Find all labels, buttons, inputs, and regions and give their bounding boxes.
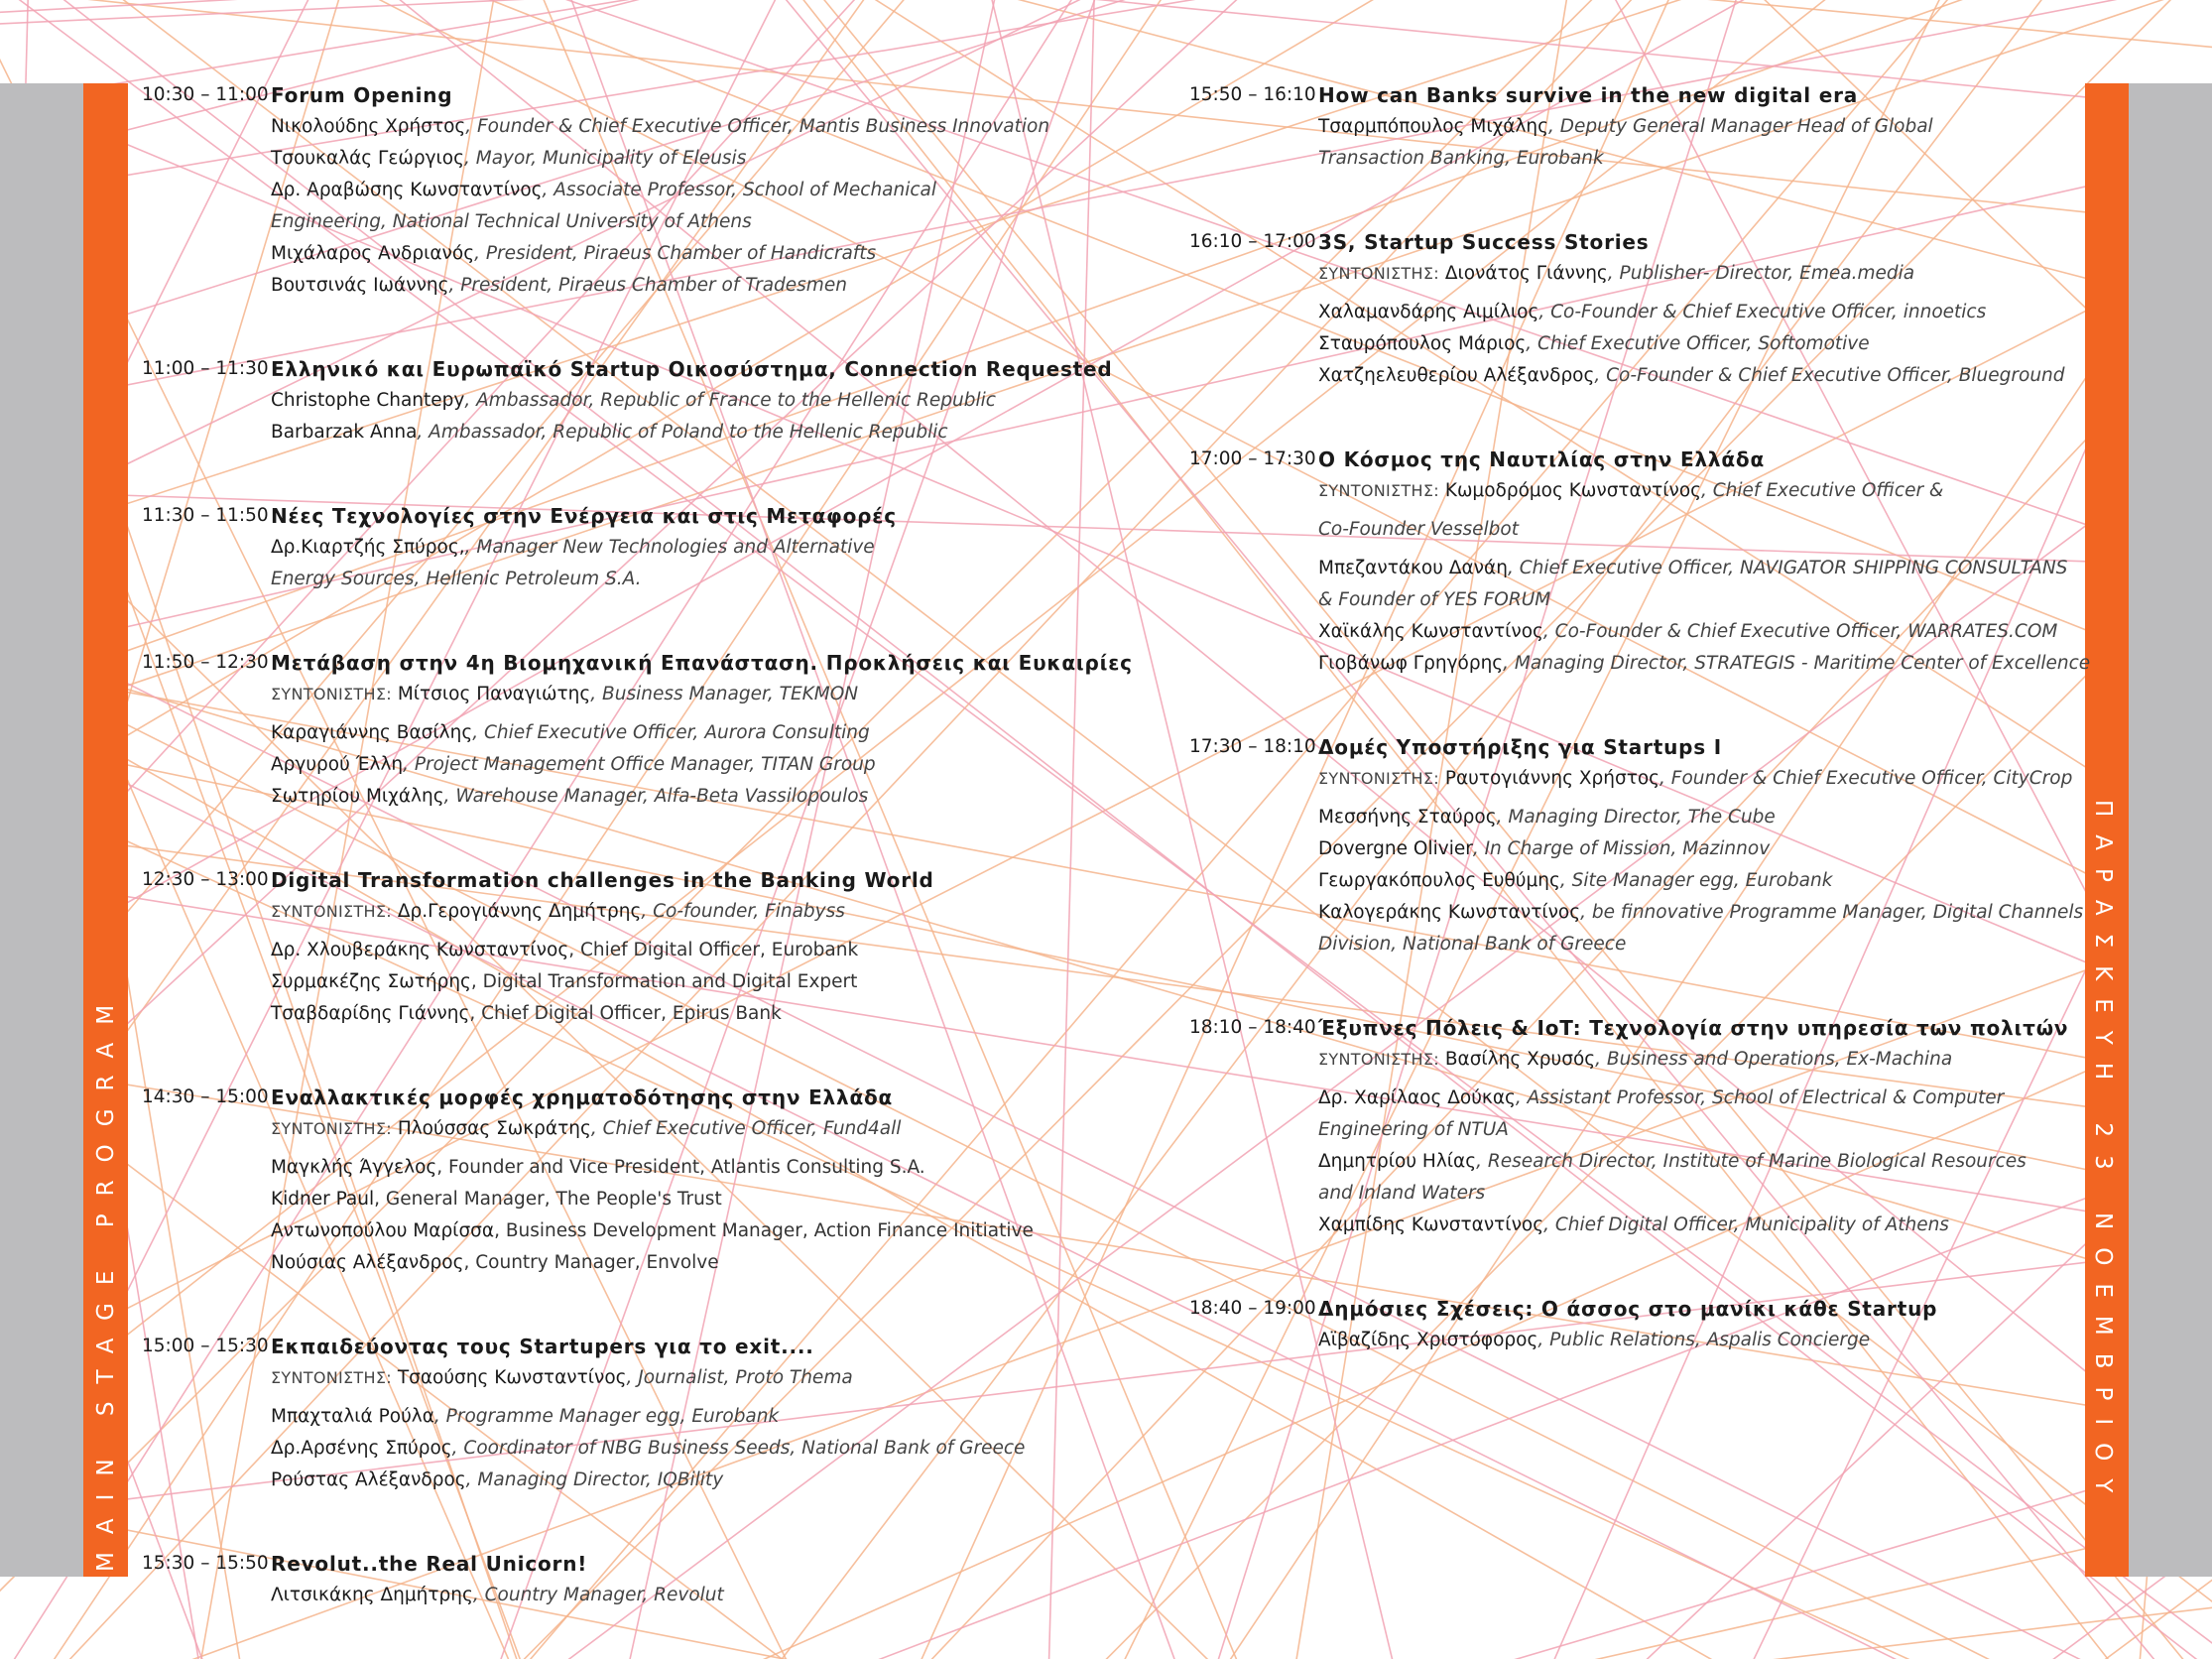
- session-block: [1189, 226, 2082, 392]
- speaker-line: [1318, 897, 2083, 929]
- background-line: [1048, 0, 1094, 1659]
- speaker-name: Τσαρμπόπουλος Μιχάλης: [1318, 116, 1548, 137]
- speaker-line: [271, 270, 1049, 302]
- session-title: Ελληνικό και Ευρωπαϊκό Startup Οικοσύστημα, Connection Requested: [271, 357, 1113, 381]
- speaker-line: [1318, 648, 2090, 680]
- session-title: Νέες Τεχνολογίες στην Ενέργεια και στις Μεταφορές: [271, 504, 897, 528]
- left-side-label: MAIN STAGE PROGRAM: [92, 986, 119, 1572]
- speaker-line: [271, 1247, 1035, 1279]
- speaker-line: [271, 935, 1035, 966]
- speaker-line: [271, 143, 1049, 175]
- session-block: [142, 79, 1050, 302]
- speaker-role: , Ambassador, Republic of Poland to the Hellenic Republic: [417, 422, 948, 443]
- speaker-line: [271, 896, 1035, 928]
- speaker-line: [271, 417, 1113, 448]
- speaker-line: [271, 238, 1049, 270]
- moderator-label: ΣΥΝΤΟΝΙΣΤΗΣ:: [1318, 264, 1439, 283]
- session-block: [142, 1082, 1035, 1279]
- speaker-line: [271, 1184, 1035, 1215]
- speaker-line: [1318, 763, 2083, 795]
- speaker-name: Barbarzak Anna: [271, 422, 418, 443]
- speaker-name: Μεσσήνης Σταύρος: [1318, 807, 1497, 828]
- speaker-name: Χατζηελευθερίου Αλέξανδρος: [1318, 365, 1595, 386]
- session-time: 18:40 – 19:00: [1189, 1298, 1316, 1319]
- speaker-role: , Business and Operations, Ex-Machina: [1595, 1049, 1953, 1070]
- speaker-role-continued: & Founder of YES FORUM: [1318, 589, 1551, 610]
- session-block: [142, 864, 1035, 1030]
- speaker-name: Kidner Paul: [271, 1189, 375, 1210]
- speaker-role: , Managing Director, The Cube: [1496, 807, 1776, 828]
- session-title: 3S, Startup Success Stories: [1318, 230, 1650, 254]
- speaker-line: [1318, 616, 2090, 648]
- speaker-role-continued: Division, National Bank of Greece: [1318, 934, 1627, 955]
- background-line: [0, 0, 720, 24]
- speaker-name: Dovergne Olivier: [1318, 838, 1473, 859]
- speaker-line: [1318, 929, 2083, 960]
- left-schedule-column: [142, 79, 1133, 1611]
- speaker-role: , be finnovative Programme Manager, Digital Channels: [1580, 902, 2084, 923]
- speaker-line: [271, 206, 1049, 238]
- speaker-role: , In Charge of Mission, Mazinnov: [1472, 838, 1771, 859]
- speaker-role: , Chief Executive Officer, Softomotive: [1526, 333, 1870, 354]
- speaker-line: [271, 781, 1133, 813]
- speaker-role: , Public Relations, Aspalis Concierge: [1537, 1330, 1871, 1350]
- session-body: [1318, 1293, 2082, 1356]
- speaker-name: Δρ. Αραβώσης Κωνσταντίνος: [271, 180, 543, 200]
- session-title: Δομές Υποστήριξης για Startups I: [1318, 735, 1722, 759]
- session-title: Forum Opening: [271, 83, 453, 107]
- speaker-name: Αϊβαζίδης Χριστόφορος: [1318, 1330, 1538, 1350]
- speaker-line: [271, 111, 1049, 143]
- speaker-role: , Co-Founder & Chief Executive Officer, innoetics: [1538, 302, 1987, 322]
- speaker-name: Συρμακέζης Σωτήρης: [271, 971, 471, 992]
- session-time: 11:30 – 11:50: [142, 505, 269, 526]
- speaker-line: [271, 175, 1049, 206]
- speaker-name: Δρ.Γερογιάννης Δημήτρης: [397, 901, 642, 922]
- session-time: 15:00 – 15:30: [142, 1336, 269, 1356]
- session-time: 18:10 – 18:40: [1189, 1017, 1316, 1038]
- speaker-name: Χαλαμανδάρης Αιμίλιος: [1318, 302, 1539, 322]
- moderator-label: ΣΥΝΤΟΝΙΣΤΗΣ:: [1318, 769, 1439, 788]
- speaker-line: [271, 1580, 1035, 1611]
- speaker-name: Χαϊκάλης Κωνσταντίνος: [1318, 621, 1543, 642]
- speaker-role: , Co-Founder & Chief Executive Officer, Blueground: [1594, 365, 2065, 386]
- speaker-role: , Chief Executive Officer, NAVIGATOR SHIPPING CONSULTANS: [1507, 558, 2068, 578]
- speaker-name: Δρ.Αρσένης Σπύρος: [271, 1438, 452, 1459]
- speaker-role: , Programme Manager egg, Eurobank: [433, 1406, 780, 1427]
- speaker-name: Λιτσικάκης Δημήτρης: [271, 1585, 473, 1605]
- session-body: [271, 647, 1133, 813]
- session-title: Εναλλακτικές μορφές χρηματοδότησης στην Ελλάδα: [271, 1085, 894, 1109]
- speaker-name: Καραγιάννης Βασίλης: [271, 722, 473, 743]
- moderator-label: ΣΥΝΤΟΝΙΣΤΗΣ:: [1318, 481, 1439, 500]
- speaker-line: [1318, 553, 2090, 584]
- speaker-role: , Ambassador, Republic of France to the Hellenic Republic: [464, 390, 996, 411]
- speaker-line: [271, 385, 1113, 417]
- speaker-line: [1318, 1146, 2082, 1178]
- speaker-line: [1318, 328, 2082, 360]
- speaker-line: [271, 717, 1133, 749]
- speaker-line: [271, 1113, 1035, 1145]
- speaker-line: [1318, 1210, 2082, 1241]
- speaker-role: , Founder & Chief Executive Officer, Mantis Business Innovation: [465, 116, 1050, 137]
- speaker-role: , Research Director, Institute of Marine Biological Resources: [1476, 1151, 2027, 1172]
- speaker-name: Δημητρίου Ηλίας: [1318, 1151, 1477, 1172]
- speaker-line: [1318, 475, 2090, 507]
- speaker-line: [271, 564, 1035, 595]
- speaker-role: , Chief Digital Officer, Eurobank: [568, 940, 859, 960]
- speaker-role-continued: Co-Founder Vesselbot: [1318, 519, 1520, 540]
- speaker-name: Σωτηρίου Μιχάλης: [271, 786, 444, 807]
- speaker-line: [1318, 360, 2082, 392]
- session-time: 11:50 – 12:30: [142, 652, 269, 673]
- session-block: [1189, 79, 2082, 175]
- session-title: Μετάβαση στην 4η Βιομηχανική Επανάσταση. Προκλήσεις και Ευκαιρίες: [271, 651, 1133, 675]
- session-block: [142, 1331, 1035, 1496]
- speaker-line: [1318, 865, 2083, 897]
- session-time: 12:30 – 13:00: [142, 869, 269, 890]
- right-gray-band: [2129, 83, 2212, 1577]
- session-block: [1189, 1293, 2082, 1356]
- right-side-label: ΠΑΡΑΣΚΕΥΗ 23 ΝΟΕΜΒΡΙΟΥ: [2090, 800, 2116, 1511]
- speaker-role: , Managing Director, IQBility: [465, 1469, 724, 1490]
- speaker-name: Τσαούσης Κωνσταντίνος: [397, 1367, 627, 1388]
- speaker-role: , Business Manager, TEKMON: [590, 684, 859, 704]
- speaker-role-continued: and Inland Waters: [1318, 1183, 1486, 1204]
- speaker-name: Νικολούδης Χρήστος: [271, 116, 466, 137]
- speaker-name: Γεωργακόπουλος Ευθύμης: [1318, 870, 1560, 891]
- session-body: [271, 79, 1049, 302]
- speaker-line: [271, 679, 1133, 710]
- session-block: [142, 1548, 1035, 1611]
- session-body: [1318, 1012, 2082, 1241]
- speaker-line: [1318, 297, 2082, 328]
- speaker-line: [271, 1362, 1035, 1394]
- speaker-name: Διονάτος Γιάννης: [1444, 263, 1608, 284]
- session-block: [1189, 731, 2082, 960]
- speaker-name: Νούσιας Αλέξανδρος: [271, 1252, 464, 1273]
- speaker-line: [271, 749, 1133, 781]
- speaker-line: [271, 1152, 1035, 1184]
- right-schedule-column: [1189, 79, 2091, 1356]
- speaker-name: Τσουκαλάς Γεώργιος: [271, 148, 464, 169]
- speaker-line: [271, 1215, 1035, 1247]
- speaker-role-continued: Engineering of NTUA: [1318, 1119, 1509, 1140]
- left-orange-band: [83, 83, 128, 1577]
- session-time: 16:10 – 17:00: [1189, 231, 1316, 252]
- speaker-name: Γιοβάνωφ Γρηγόρης: [1318, 653, 1504, 674]
- session-title: Έξυπνες Πόλεις & IoT: Τεχνολογία στην υπηρεσία των πολιτών: [1318, 1016, 2069, 1040]
- speaker-line: [1318, 1114, 2082, 1146]
- session-block: [142, 647, 1133, 813]
- speaker-name: Δρ.Κιαρτζής Σπύρος,: [271, 537, 465, 558]
- session-time: 11:00 – 11:30: [142, 358, 269, 379]
- session-block: [142, 500, 1035, 595]
- right-orange-band: [2085, 83, 2129, 1577]
- speaker-role: , Business Development Manager, Action Finance Initiative: [494, 1220, 1034, 1241]
- speaker-name: Μπαχταλιά Ρούλα: [271, 1406, 434, 1427]
- speaker-name: Αντωνοπούλου Μαρίσσα: [271, 1220, 495, 1241]
- speaker-role-continued: Transaction Banking, Eurobank: [1318, 148, 1604, 169]
- speaker-name: Μιχάλαρος Ανδριανός: [271, 243, 475, 264]
- speaker-line: [1318, 584, 2090, 616]
- speaker-name: Κωμοδρόμος Κωνσταντίνος: [1444, 480, 1701, 501]
- speaker-line: [1318, 111, 2082, 143]
- speaker-line: [1318, 1325, 2082, 1356]
- session-time: 15:30 – 15:50: [142, 1553, 269, 1574]
- speaker-role: , Chief Digital Officer, Epirus Bank: [469, 1003, 782, 1024]
- speaker-name: Christophe Chantepy: [271, 390, 465, 411]
- speaker-role: , Chief Digital Officer, Municipality of Athens: [1543, 1214, 1949, 1235]
- session-body: [1318, 79, 2082, 175]
- session-body: [271, 1331, 1035, 1496]
- speaker-role: , President, Piraeus Chamber of Handicrafts: [474, 243, 877, 264]
- speaker-name: Ρούστας Αλέξανδρος: [271, 1469, 466, 1490]
- speaker-role: , Coordinator of NBG Business Seeds, National Bank of Greece: [451, 1438, 1026, 1459]
- speaker-role: , Mayor, Municipality of Eleusis: [463, 148, 747, 169]
- speaker-role: , Founder & Chief Executive Officer, CityCrop: [1659, 768, 2073, 789]
- session-body: [1318, 226, 2082, 392]
- speaker-role: , Associate Professor, School of Mechanical: [542, 180, 937, 200]
- speaker-name: Δρ. Χαρίλαος Δούκας: [1318, 1087, 1516, 1108]
- speaker-role: , Chief Executive Officer &: [1701, 480, 1944, 501]
- speaker-role: , Digital Transformation and Digital Expert: [470, 971, 858, 992]
- session-block: [1189, 1012, 2082, 1241]
- speaker-line: [271, 1465, 1035, 1496]
- session-body: [1318, 731, 2083, 960]
- session-time: 15:50 – 16:10: [1189, 84, 1316, 105]
- speaker-role: , Manager New Technologies and Alternative: [464, 537, 875, 558]
- speaker-role: , Co-Founder & Chief Executive Officer, WARRATES.COM: [1542, 621, 2058, 642]
- session-title: Δημόσιες Σχέσεις: Ο άσσος στο μανίκι κάθε Startup: [1318, 1297, 1938, 1321]
- speaker-name: Πλούσσας Σωκράτης: [397, 1118, 591, 1139]
- session-title: Revolut..the Real Unicorn!: [271, 1552, 588, 1576]
- session-time: 17:00 – 17:30: [1189, 448, 1316, 469]
- speaker-name: Σταυρόπουλος Μάριος: [1318, 333, 1527, 354]
- moderator-label: ΣΥΝΤΟΝΙΣΤΗΣ:: [271, 685, 392, 703]
- speaker-line: [1318, 833, 2083, 865]
- session-title: Ο Κόσμος της Ναυτιλίας στην Ελλάδα: [1318, 447, 1765, 471]
- speaker-role-continued: Energy Sources, Hellenic Petroleum S.A.: [271, 569, 642, 589]
- speaker-role: , Publisher- Director, Emea.media: [1607, 263, 1915, 284]
- speaker-line: [1318, 143, 2082, 175]
- speaker-line: [271, 1433, 1035, 1465]
- speaker-name: Βουτσινάς Ιωάννης: [271, 275, 449, 296]
- speaker-line: [1318, 802, 2083, 833]
- left-gray-band: [0, 83, 83, 1577]
- session-title: Digital Transformation challenges in the Banking World: [271, 868, 934, 892]
- session-title: Εκπαιδεύοντας τους Startupers για το exit....: [271, 1335, 814, 1358]
- speaker-line: [1318, 1178, 2082, 1210]
- speaker-line: [271, 1401, 1035, 1433]
- session-title: How can Banks survive in the new digital era: [1318, 83, 1859, 107]
- speaker-name: Αργυρού Έλλη: [271, 754, 404, 775]
- speaker-role: , Assistant Professor, School of Electrical & Computer: [1515, 1087, 2005, 1108]
- speaker-name: Καλογεράκης Κωνσταντίνος: [1318, 902, 1581, 923]
- session-body: [271, 1548, 1035, 1611]
- speaker-line: [271, 998, 1035, 1030]
- speaker-name: Βασίλης Χρυσός: [1444, 1049, 1596, 1070]
- speaker-role: , President, Piraeus Chamber of Tradesmen: [448, 275, 847, 296]
- speaker-role: , Chief Executive Officer, Aurora Consulting: [472, 722, 870, 743]
- background-line: [1696, 1606, 2212, 1659]
- speaker-role: , Journalist, Proto Thema: [626, 1367, 853, 1388]
- session-body: [271, 1082, 1035, 1279]
- speaker-name: Ραυτογιάννης Χρήστος: [1444, 768, 1660, 789]
- speaker-role: , Managing Director, STRATEGIS - Maritime Center of Excellence: [1503, 653, 2091, 674]
- speaker-line: [1318, 514, 2090, 546]
- speaker-role: , Deputy General Manager Head of Global: [1548, 116, 1933, 137]
- speaker-name: Χαμπίδης Κωνσταντίνος: [1318, 1214, 1544, 1235]
- speaker-role: , Chief Executive Officer, Fund4all: [590, 1118, 902, 1139]
- session-body: [271, 353, 1113, 448]
- moderator-label: ΣΥΝΤΟΝΙΣΤΗΣ:: [271, 902, 392, 921]
- session-body: [271, 500, 1035, 595]
- speaker-role: , General Manager, The People's Trust: [374, 1189, 722, 1210]
- speaker-role: , Site Manager egg, Eurobank: [1559, 870, 1833, 891]
- moderator-label: ΣΥΝΤΟΝΙΣΤΗΣ:: [271, 1119, 392, 1138]
- speaker-name: Δρ. Χλουβεράκης Κωνσταντίνος: [271, 940, 569, 960]
- speaker-name: Μαγκλής Άγγελος: [271, 1157, 437, 1178]
- session-time: 10:30 – 11:00: [142, 84, 269, 105]
- speaker-role: , Warehouse Manager, Alfa-Beta Vassilopoulos: [443, 786, 869, 807]
- speaker-role: , Country Manager, Envolve: [463, 1252, 719, 1273]
- session-body: [1318, 444, 2090, 680]
- session-body: [271, 864, 1035, 1030]
- speaker-role: , Founder and Vice President, Atlantis Consulting S.A.: [436, 1157, 925, 1178]
- speaker-line: [271, 966, 1035, 998]
- session-time: 14:30 – 15:00: [142, 1086, 269, 1107]
- speaker-name: Μπεζαντάκου Δανάη: [1318, 558, 1508, 578]
- speaker-role: , Country Manager, Revolut: [472, 1585, 724, 1605]
- speaker-line: [1318, 1083, 2082, 1114]
- speaker-role: , Co-founder, Finabyss: [641, 901, 845, 922]
- moderator-label: ΣΥΝΤΟΝΙΣΤΗΣ:: [271, 1368, 392, 1387]
- speaker-role-continued: Engineering, National Technical University of Athens: [271, 211, 752, 232]
- session-time: 17:30 – 18:10: [1189, 736, 1316, 757]
- speaker-line: [271, 532, 1035, 564]
- session-block: [142, 353, 1113, 448]
- speaker-line: [1318, 258, 2082, 290]
- speaker-line: [1318, 1044, 2082, 1076]
- speaker-role: , Project Management Office Manager, TITAN Group: [403, 754, 876, 775]
- speaker-name: Μίτσιος Παναγιώτης: [397, 684, 591, 704]
- speaker-name: Τσαβδαρίδης Γιάννης: [271, 1003, 470, 1024]
- session-block: [1189, 444, 2091, 680]
- moderator-label: ΣΥΝΤΟΝΙΣΤΗΣ:: [1318, 1050, 1439, 1069]
